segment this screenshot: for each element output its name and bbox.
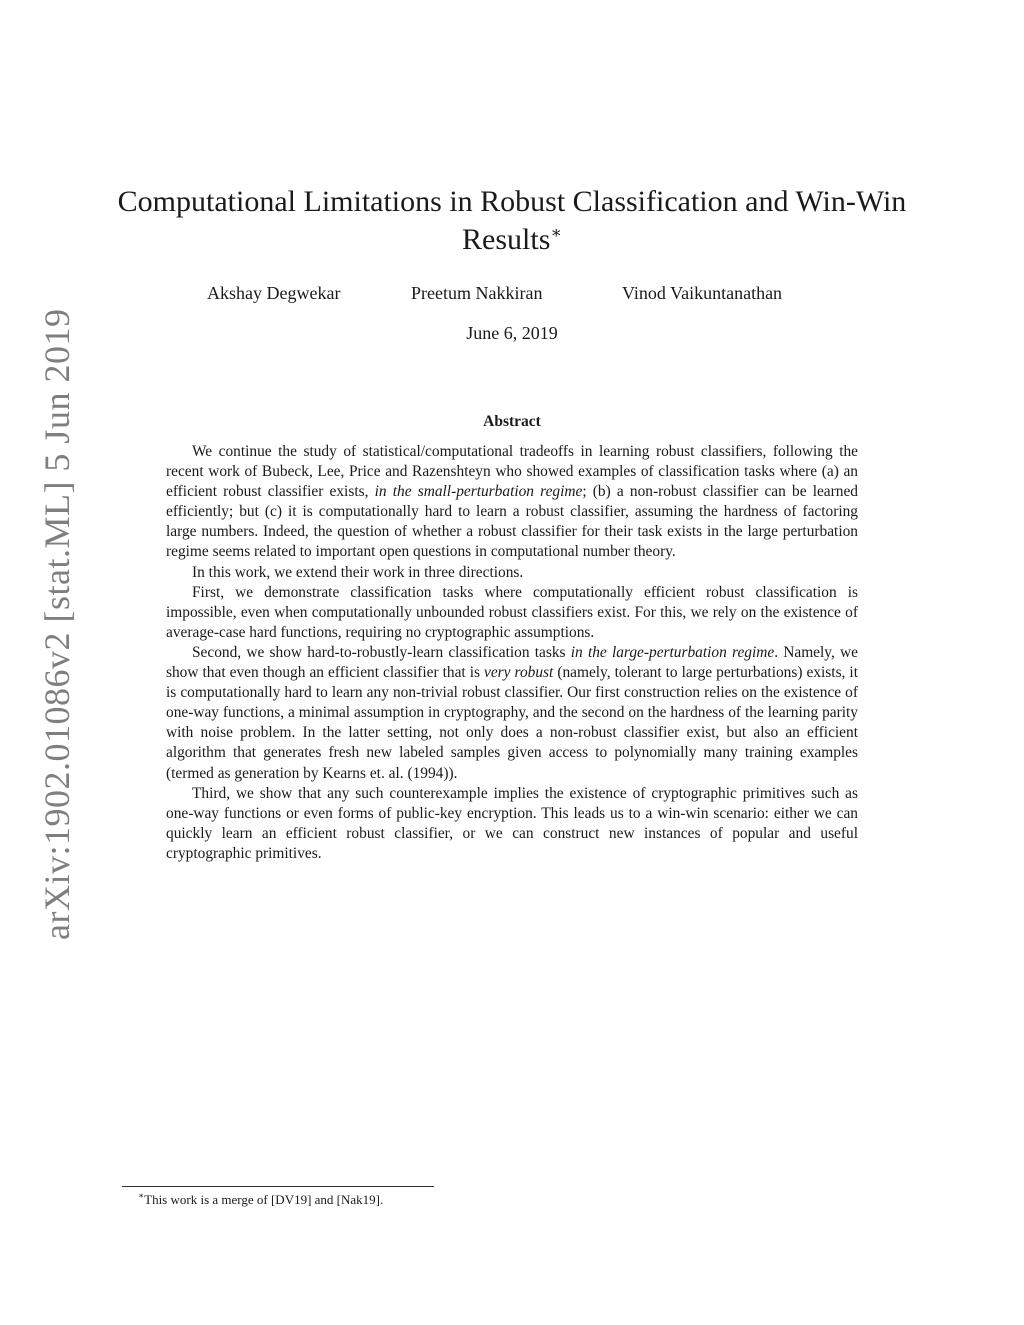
footnote-mark: ∗ (138, 1190, 145, 1201)
author-name: Akshay Degwekar (207, 283, 341, 303)
abstract-paragraph: Third, we show that any such counterexample implies the existence of cryptographic primitives such as one-way functions or even forms of public-key encryption. This leads us to a win-win scenario: either we can quickly learn an efficient robust classifier, or we can construct new instances of popular and useful cryptographic primitives. (166, 784, 858, 862)
abstract-paragraph: Second, we show hard-to-robustly-learn classification tasks in the large-perturbation regime. Namely, we show that even though an efficient classifier that is very robust (namely, tolerant to large perturbations) exists, it is computationally hard to learn any non-trivial robust classifier. Our first construction relies on the existence of one-way functions, a minimal assumption in cryptography, and the second on the hardness of the learning parity with noise problem. In the latter setting, not only does a non-robust classifier exist, but also an efficient algorithm that generates fresh new labeled samples given access to polynomially many training examples (termed as generation by Kearns et. al. (1994)). (166, 643, 858, 782)
title-footnote-mark[interactable]: ∗ (550, 223, 562, 242)
emphasis-text: in the small-perturbation regime (374, 483, 583, 501)
abstract-heading: Abstract (483, 413, 541, 430)
footnote-divider (122, 1186, 434, 1187)
paper-title (100, 183, 924, 259)
emphasis-text: very robust (484, 664, 554, 682)
author-name: Vinod Vaikuntanathan (622, 283, 783, 303)
abstract-paragraph: First, we demonstrate classification tasks where computationally efficient robust classification is impossible, even when computationally unbounded robust classifiers exist. For this, we rely on the existence of average-case hard functions, requiring no cryptographic assumptions. (166, 583, 858, 641)
author-name: Preetum Nakkiran (411, 283, 543, 303)
publication-date: June 6, 2019 (466, 323, 558, 343)
emphasis-text: in the large-perturbation regime (570, 643, 775, 661)
abstract-paragraph: In this work, we extend their work in three directions. (192, 563, 524, 581)
abstract-paragraph: We continue the study of statistical/computational tradeoffs in learning robust classifiers, following the recent work of Bubeck, Lee, Price and Razenshteyn who showed examples of classification tasks where (a) an efficient robust classifier exists, in the small-perturbation regime; (b) a non-robust classifier can be learned efficiently; but (c) it is computationally hard to learn a robust classifier, assuming the hardness of factoring large numbers. Indeed, the question of whether a robust classifier for their task exists in the large perturbation regime seems related to important open questions in computational number theory. (166, 443, 858, 561)
paper-title-text: Computational Limitations in Robust Classification and Win-Win Results (117, 185, 907, 256)
footnote-text: This work is a merge of [DV19] and [Nak19]. (144, 1192, 384, 1207)
arxiv-identifier-stamp: arXiv:1902.01086v2 [stat.ML] 5 Jun 2019 (37, 308, 77, 940)
footnote (138, 1192, 383, 1208)
abstract-body (166, 442, 858, 864)
